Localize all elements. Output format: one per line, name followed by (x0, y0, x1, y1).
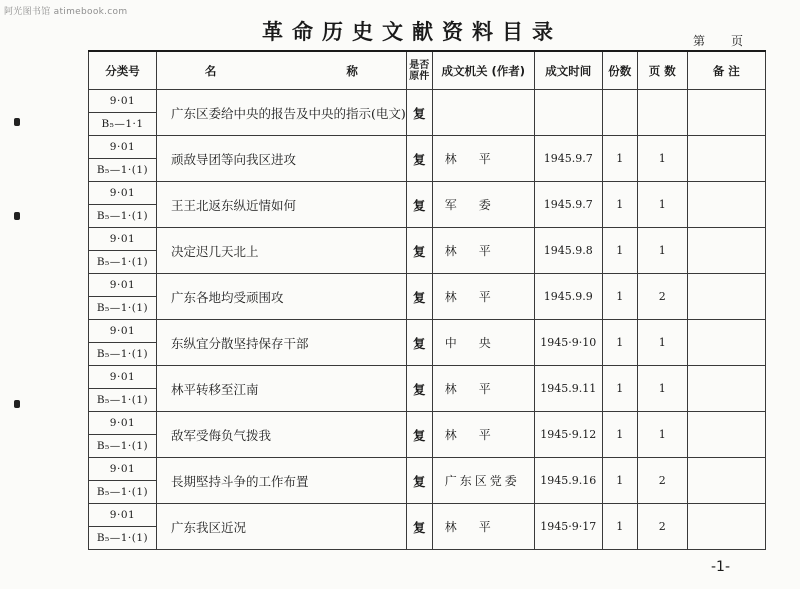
page-footer-number: -1- (711, 559, 731, 575)
classification-primary: 9·01 (89, 228, 157, 251)
table-row (89, 366, 766, 389)
remarks (687, 320, 765, 366)
remarks (687, 366, 765, 412)
author: 林平 (432, 366, 534, 412)
original-flag: 复 (406, 504, 432, 550)
table-row (89, 136, 766, 159)
page-label-suffix: 页 (731, 34, 744, 48)
header-row (89, 51, 766, 90)
classification-secondary: B₅—1·(1) (89, 297, 157, 320)
page-count: 1 (637, 320, 687, 366)
date: 1945.9.8 (534, 228, 602, 274)
classification-primary: 9·01 (89, 366, 157, 389)
document-name: 長期堅持斗争的工作布置 (157, 458, 407, 504)
author: 林平 (432, 504, 534, 550)
document-name: 广东各地均受顽围攻 (157, 274, 407, 320)
document-name: 广东我区近况 (157, 504, 407, 550)
copies: 1 (602, 366, 637, 412)
page-count: 2 (637, 458, 687, 504)
classification-secondary: B₅—1·(1) (89, 389, 157, 412)
classification-primary: 9·01 (89, 274, 157, 297)
document-name: 东纵宜分散坚持保存干部 (157, 320, 407, 366)
author: 林平 (432, 136, 534, 182)
classification-secondary: B₅—1·(1) (89, 251, 157, 274)
table-row (89, 182, 766, 205)
classification-secondary: B₅—1·(1) (89, 343, 157, 366)
author: 林平 (432, 228, 534, 274)
original-flag: 复 (406, 228, 432, 274)
classification-primary: 9·01 (89, 182, 157, 205)
page-number-label (693, 32, 743, 49)
classification-primary: 9·01 (89, 320, 157, 343)
author: 军委 (432, 182, 534, 228)
header-name: 名 称 (157, 51, 407, 90)
classification-secondary: B₅—1·(1) (89, 205, 157, 228)
page-label-prefix: 第 (693, 34, 706, 48)
header-copies: 份数 (602, 51, 637, 90)
author: 广东区党委 (432, 458, 534, 504)
date: 1945.9.7 (534, 182, 602, 228)
table-row (89, 274, 766, 297)
table-row (89, 412, 766, 435)
page-count: 1 (637, 412, 687, 458)
remarks (687, 274, 765, 320)
margin-mark (14, 118, 20, 126)
original-flag: 复 (406, 412, 432, 458)
watermark: 阿光图书馆 atimebook.com (4, 7, 128, 17)
date: 1945.9.11 (534, 366, 602, 412)
copies: 1 (602, 412, 637, 458)
copies: 1 (602, 274, 637, 320)
page-count: 2 (637, 504, 687, 550)
copies: 1 (602, 182, 637, 228)
copies (602, 90, 637, 136)
classification-primary: 9·01 (89, 412, 157, 435)
author: 林平 (432, 412, 534, 458)
header-date: 成文时间 (534, 51, 602, 90)
header-author: 成文机关 (作者) (432, 51, 534, 90)
date: 1945·9·10 (534, 320, 602, 366)
date: 1945.9.7 (534, 136, 602, 182)
margin-mark (14, 212, 20, 220)
remarks (687, 90, 765, 136)
page-count: 1 (637, 182, 687, 228)
classification-primary: 9·01 (89, 136, 157, 159)
document-name: 王王北返东纵近情如何 (157, 182, 407, 228)
classification-primary: 9·01 (89, 504, 157, 527)
date: 1945·9.12 (534, 412, 602, 458)
page-title: 革命历史文献资料目录 (262, 19, 562, 44)
author (432, 90, 534, 136)
classification-secondary: B₅—1·(1) (89, 527, 157, 550)
original-flag: 复 (406, 320, 432, 366)
original-flag: 复 (406, 182, 432, 228)
remarks (687, 504, 765, 550)
author: 中央 (432, 320, 534, 366)
page-count: 1 (637, 228, 687, 274)
remarks (687, 182, 765, 228)
document-name: 敌军受侮负气拨我 (157, 412, 407, 458)
page-count: 2 (637, 274, 687, 320)
table-row (89, 320, 766, 343)
table-row (89, 228, 766, 251)
date: 1945·9·17 (534, 504, 602, 550)
margin-mark (14, 400, 20, 408)
table-row (89, 504, 766, 527)
page-count: 1 (637, 366, 687, 412)
remarks (687, 136, 765, 182)
classification-secondary: B₅—1·(1) (89, 481, 157, 504)
remarks (687, 228, 765, 274)
header-original: 是否 原件 (406, 51, 432, 90)
classification-secondary: B₅—1·(1) (89, 435, 157, 458)
page-count (637, 90, 687, 136)
original-flag: 复 (406, 366, 432, 412)
classification-secondary: B₅—1·(1) (89, 159, 157, 182)
original-flag: 复 (406, 136, 432, 182)
copies: 1 (602, 228, 637, 274)
document-name: 林平转移至江南 (157, 366, 407, 412)
document-name: 决定迟几天北上 (157, 228, 407, 274)
copies: 1 (602, 136, 637, 182)
copies: 1 (602, 320, 637, 366)
table-row (89, 458, 766, 481)
header-pages: 页 数 (637, 51, 687, 90)
header-remarks: 备 注 (687, 51, 765, 90)
copies: 1 (602, 458, 637, 504)
original-flag: 复 (406, 458, 432, 504)
copies: 1 (602, 504, 637, 550)
date: 1945.9.9 (534, 274, 602, 320)
author: 林平 (432, 274, 534, 320)
header-classification: 分类号 (89, 51, 157, 90)
classification-primary: 9·01 (89, 458, 157, 481)
date (534, 90, 602, 136)
date: 1945.9.16 (534, 458, 602, 504)
table-row (89, 90, 766, 113)
classification-primary: 9·01 (89, 90, 157, 113)
page-count: 1 (637, 136, 687, 182)
remarks (687, 458, 765, 504)
original-flag: 复 (406, 274, 432, 320)
classification-secondary: B₅—1·1 (89, 113, 157, 136)
catalog-table (88, 50, 766, 550)
original-flag: 复 (406, 90, 432, 136)
document-name: 广东区委给中央的报告及中央的指示(电文) (157, 90, 407, 136)
remarks (687, 412, 765, 458)
document-name: 顽敌导团等向我区进攻 (157, 136, 407, 182)
